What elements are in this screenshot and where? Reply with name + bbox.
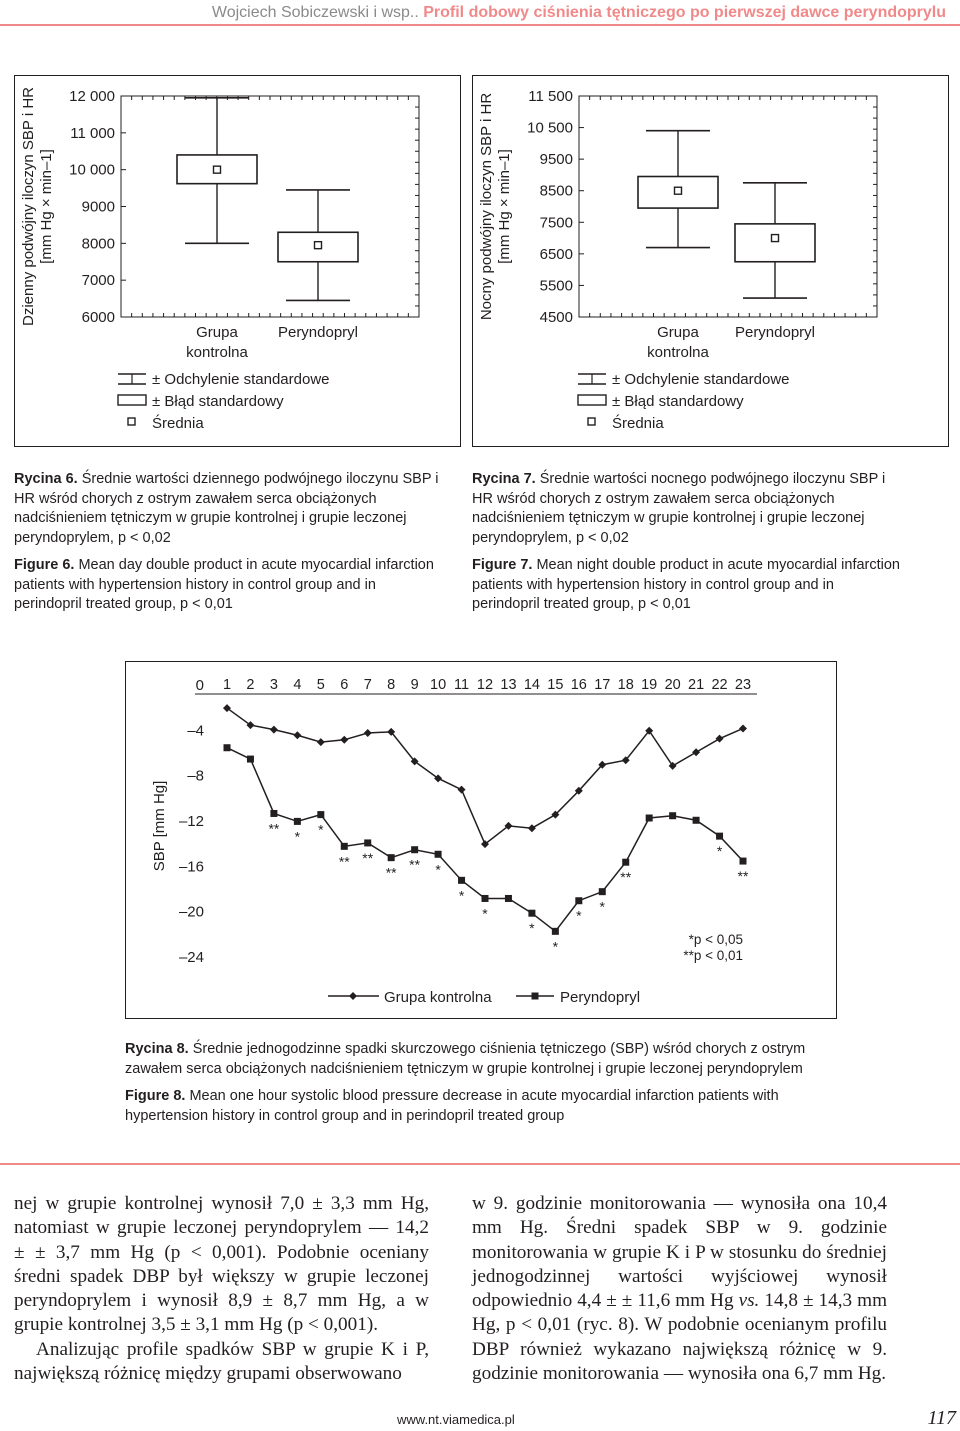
body-right-text-a: w 9. godzinie monitorowania — wynosiła ona 10,4 mm Hg. Średni spadek SBP w 9. godzinie monitorowania w grupie K i P w stosunku do średniej jednogodzinnej wartości wyjściowej wynosił odpowiednio 4,4 ± ± 11,6 mm Hg <box>472 1193 887 1312</box>
x-tick-label: 17 <box>594 677 611 693</box>
fig7-en-text: Mean night double product in acute myocardial infarction patients with hypertension history in control group and in perindopril treated group, p < 0,01 <box>472 557 900 612</box>
fig7-pl-text: Średnie wartości nocnego podwójnego iloczynu SBP i HR wśród chorych z ostrym zawałem serca obciążonych nadciśnieniem tętniczym w grupie kontrolnej i grupie leczonej peryndoprylem, p < 0,02 <box>472 471 886 546</box>
body-left-paragraph-2: Analizując profile spadków SBP w grupie K i P, największą różnicę między grupami obserwowano <box>14 1338 429 1385</box>
series-line-control <box>227 708 743 844</box>
x-tick-label: 12 <box>476 677 494 693</box>
figure7-chart <box>473 76 948 446</box>
x-tick-label: 3 <box>269 677 278 693</box>
significance-mark: * <box>576 907 582 924</box>
perindopril-point <box>693 817 700 824</box>
body-rule <box>0 1163 960 1165</box>
y-tick-label: 9000 <box>81 198 115 216</box>
x-tick-label: 7 <box>363 677 372 693</box>
plot-area <box>579 96 877 317</box>
fig8-en-label: Figure 8. <box>125 1088 186 1104</box>
figure6-chart <box>15 76 460 446</box>
body-right-vs: vs. <box>738 1290 760 1312</box>
y-tick-label: –20 <box>178 903 204 921</box>
series-line-perindopril <box>227 748 743 932</box>
x-tick-label: 18 <box>617 677 634 693</box>
y-tick-label: –12 <box>178 813 204 830</box>
perindopril-point <box>364 839 371 846</box>
x-tick-label: 22 <box>711 677 728 693</box>
perindopril-point <box>317 811 324 818</box>
figure8-chart <box>126 662 836 1018</box>
perindopril-point <box>552 928 559 935</box>
significance-mark: ** <box>268 820 280 837</box>
legend-se-label: ± Błąd standardowy <box>152 393 284 410</box>
significance-mark: * <box>599 898 605 915</box>
legend-se-label: ± Błąd standardowy <box>612 393 744 410</box>
significance-mark: ** <box>737 868 749 885</box>
x-tick-label: 2 <box>246 677 255 693</box>
fig8-en-text: Mean one hour systolic blood pressure decrease in acute myocardial infarction patients with hypertension history in control group and in perindopril treated group <box>125 1088 779 1124</box>
y-tick-label: 6000 <box>81 309 115 326</box>
y-axis-label: SBP [mm Hg] <box>151 780 168 872</box>
legend-perindopril-marker <box>532 993 539 1000</box>
significance-mark: ** <box>409 856 421 873</box>
perindopril-point <box>458 877 465 884</box>
significance-mark: * <box>529 920 535 937</box>
legend-mean-label: Średnia <box>612 415 664 432</box>
perindopril-point <box>482 895 489 902</box>
significance-mark: * <box>318 821 324 838</box>
header-title: Profil dobowy ciśnienia tętniczego po pierwszej dawce peryndoprylu <box>423 4 946 21</box>
y-tick-label: –8 <box>187 767 204 785</box>
y-tick-label: –16 <box>178 858 204 876</box>
control-point <box>364 729 372 737</box>
group-label: Grupa <box>657 324 699 341</box>
control-point <box>739 724 747 732</box>
y-tick-label: 8000 <box>81 235 115 253</box>
perindopril-point <box>294 818 301 825</box>
se-box <box>735 224 815 262</box>
mean-marker <box>214 166 221 173</box>
body-left-paragraph-1: nej w grupie kontrolnej wynosił 7,0 ± 3,3 mm Hg, natomiast w grupie leczonej peryndoprylem — 14,2 ± ± 3,7 mm Hg (p < 0,001). Podobnie oceniany średni spadek DBP był większy w grupie leczonej peryndoprylem i wynosił 8,9 ± 8,7 mm Hg, a w grupie kontrolnej 3,5 ± 3,1 mm Hg (p < 0,001). <box>14 1193 429 1336</box>
y-tick-label: 8500 <box>539 182 573 200</box>
x-tick-label: 8 <box>387 677 396 693</box>
y-axis-label-line1: Nocny podwójny iloczyn SBP i HR <box>478 92 495 321</box>
perindopril-point <box>599 888 606 895</box>
perindopril-point <box>505 895 512 902</box>
control-point <box>270 726 278 734</box>
perindopril-point <box>575 897 582 904</box>
perindopril-point <box>435 851 442 858</box>
legend-mean-label: Średnia <box>152 415 204 432</box>
mean-marker <box>772 235 779 242</box>
fig8-pl-label: Rycina 8. <box>125 1041 189 1057</box>
legend-mean-symbol <box>588 418 595 425</box>
perindopril-point <box>224 744 231 751</box>
group-label-line2: kontrolna <box>186 344 248 361</box>
page-number: 117 <box>927 1407 956 1429</box>
x-tick-label: 21 <box>688 677 705 693</box>
running-header: Wojciech Sobiczewski i wsp.. Profil dobowy ciśnienia tętniczego po pierwszej dawce peryndoprylu <box>211 4 946 21</box>
x-tick-label: 14 <box>523 677 540 693</box>
x-tick-label: 11 <box>454 677 470 693</box>
mean-marker <box>675 187 682 194</box>
significance-mark: * <box>435 861 441 878</box>
body-right-column <box>472 1192 887 1386</box>
y-tick-label: 12 000 <box>69 88 115 105</box>
perindopril-point <box>528 910 535 917</box>
significance-mark: ** <box>362 849 374 866</box>
perindopril-point <box>247 756 254 763</box>
significance-mark: ** <box>620 869 632 886</box>
figure7-caption <box>472 470 902 615</box>
x-tick-label: 19 <box>641 677 658 693</box>
x-tick-label: 13 <box>500 677 517 693</box>
control-point <box>458 786 466 794</box>
x-tick-label: 4 <box>293 677 302 693</box>
legend-sd-label: ± Odchylenie standardowe <box>152 371 330 388</box>
y-tick-label: –24 <box>178 949 204 966</box>
x-tick-label: 23 <box>734 677 752 693</box>
figure6-caption <box>14 470 444 615</box>
y-tick-label: 11 500 <box>528 88 573 105</box>
perindopril-point <box>669 812 676 819</box>
x-tick-label: 10 <box>430 677 447 693</box>
perindopril-point <box>411 846 418 853</box>
perindopril-point <box>716 833 723 840</box>
significance-mark: * <box>294 828 301 845</box>
y-axis-label-line2: [mm Hg × min–1] <box>38 149 55 264</box>
significance-mark: * <box>716 843 723 860</box>
y-tick-label: 10 000 <box>69 161 115 179</box>
y-tick-label: 10 500 <box>527 119 573 137</box>
control-point <box>528 824 536 832</box>
fig7-en-label: Figure 7. <box>472 557 533 573</box>
y-tick-label: 4500 <box>539 309 573 326</box>
fig6-pl-label: Rycina 6. <box>14 471 78 487</box>
x-tick-label: 5 <box>316 677 325 693</box>
perindopril-point <box>388 854 395 861</box>
legend-control-label: Grupa kontrolna <box>384 989 492 1006</box>
y-tick-label: 5500 <box>539 277 573 295</box>
x-tick-label: 15 <box>547 677 564 693</box>
significance-mark: * <box>458 887 465 904</box>
control-point <box>340 736 348 744</box>
header-authors: Wojciech Sobiczewski i wsp. <box>211 4 415 21</box>
plot-area <box>121 96 419 317</box>
legend-se-symbol <box>578 395 606 405</box>
group-label: Peryndopryl <box>734 324 816 341</box>
control-point <box>669 762 677 770</box>
fig6-pl-text: Średnie wartości dziennego podwójnego iloczynu SBP i HR wśród chorych z ostrym zawałem serca obciążonych nadciśnieniem tętniczym w grupie kontrolnej i grupie leczonej peryndoprylem, p < 0,02 <box>14 471 439 546</box>
y-tick-label: 7500 <box>539 214 573 232</box>
legend-mean-symbol <box>128 418 135 425</box>
x-tick-label: 1 <box>222 677 232 693</box>
significance-mark: ** <box>338 853 350 870</box>
legend-perindopril-label: Peryndopryl <box>560 989 641 1006</box>
header-rule <box>0 24 960 26</box>
y-axis-label-line1: Dzienny podwójny iloczyn SBP i HR <box>20 87 37 326</box>
y-tick-label: 11 000 <box>70 124 115 142</box>
significance-mark: * <box>482 905 488 922</box>
x-tick-label: 9 <box>410 677 419 693</box>
control-point <box>692 748 700 756</box>
y-tick-label: 6500 <box>539 245 573 263</box>
body-right-text-b: 14,8 ± 14,3 mm Hg, p < 0,01 (ryc. 8). W podobnie ocenianym profilu DBP również wykazano największą różnicę w 9. godzinie monitorowania — wynosiła ona 6,7 mm Hg. <box>472 1290 887 1385</box>
control-point <box>716 735 724 743</box>
control-point <box>317 738 325 746</box>
figure8-caption <box>125 1040 837 1126</box>
fig8-pl-text: Średnie jednogodzinne spadki skurczowego ciśnienia tętniczego (SBP) wśród chorych z ostrym zawałem serca obciążonych nadciśnieniem tętniczym w grupie kontrolnej i grupie leczonej peryndoprylem <box>125 1041 806 1077</box>
group-label: Peryndopryl <box>277 324 359 341</box>
legend-se-symbol <box>118 395 146 405</box>
fig6-en-text: Mean day double product in acute myocardial infarction patients with hypertension history in control group and in perindopril treated group, p < 0,01 <box>14 557 434 612</box>
body-left-column <box>14 1192 429 1386</box>
perindopril-point <box>622 859 629 866</box>
mean-marker <box>315 242 322 249</box>
group-label-line2: kontrolna <box>647 344 709 361</box>
figure8-frame <box>125 661 837 1019</box>
group-label: Grupa <box>196 324 238 341</box>
x-tick-label: 20 <box>664 677 681 693</box>
x-tick-label: 6 <box>340 677 349 693</box>
significance-mark: * <box>552 938 559 955</box>
figure7-frame <box>472 75 949 447</box>
significance-legend-2: **p < 0,01 <box>683 948 743 963</box>
y-tick-label: 0 <box>195 677 204 694</box>
y-tick-label: 7000 <box>81 272 115 290</box>
fig7-pl-label: Rycina 7. <box>472 471 536 487</box>
figure6-frame <box>14 75 461 447</box>
significance-legend-1: *p < 0,05 <box>688 932 743 947</box>
perindopril-point <box>270 810 277 817</box>
perindopril-point <box>646 815 653 822</box>
legend-sd-label: ± Odchylenie standardowe <box>612 371 790 388</box>
perindopril-point <box>740 858 747 865</box>
y-tick-label: 9500 <box>539 151 573 169</box>
fig6-en-label: Figure 6. <box>14 557 75 573</box>
legend-control-marker <box>349 992 357 1000</box>
y-axis-label-line2: [mm Hg × min–1] <box>496 149 513 264</box>
perindopril-point <box>341 843 348 850</box>
y-tick-label: –4 <box>187 722 204 740</box>
footer-url[interactable]: www.nt.viamedica.pl <box>397 1412 515 1427</box>
x-tick-label: 16 <box>570 677 587 693</box>
significance-mark: ** <box>385 864 397 881</box>
body-right-paragraph <box>472 1192 887 1386</box>
control-point <box>293 731 301 739</box>
